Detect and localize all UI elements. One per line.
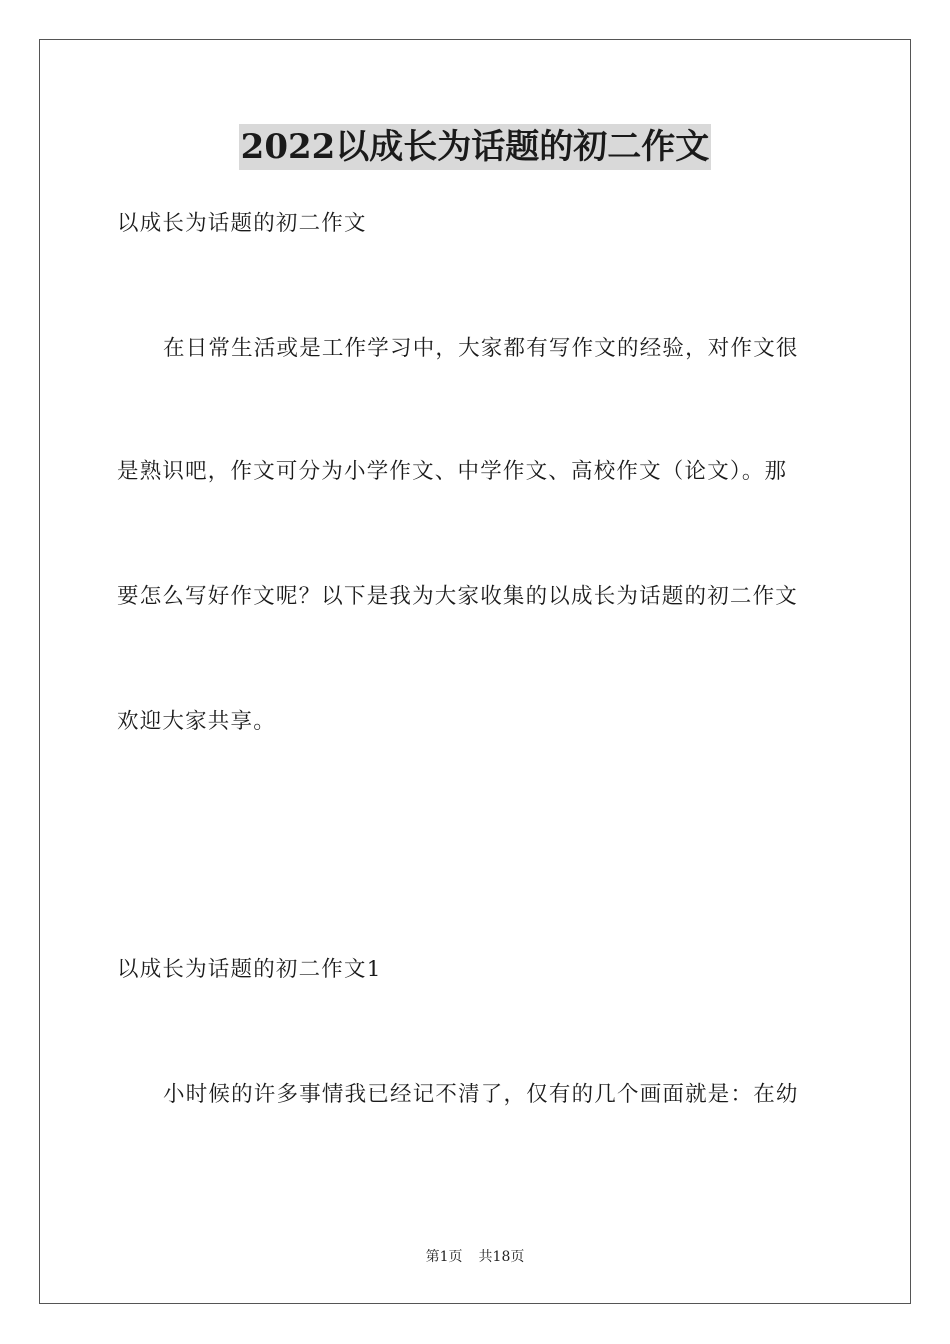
paragraph-line: 在日常生活或是工作学习中，大家都有写作文的经验，对作文很 [163, 336, 799, 361]
section-heading: 以成长为话题的初二作文1 [117, 957, 382, 982]
paragraph-line: 要怎么写好作文呢？以下是我为大家收集的以成长为话题的初二作文 [117, 584, 799, 609]
page-footer [0, 1247, 950, 1267]
document-title-text: 2022以成长为话题的初二作文 [239, 124, 712, 170]
page-number: 第1页 [425, 1249, 463, 1265]
subtitle-line: 以成长为话题的初二作文 [117, 211, 367, 236]
paragraph-line: 是熟识吧，作文可分为小学作文、中学作文、高校作文（论文）。那 [117, 459, 788, 484]
paragraph-line: 欢迎大家共享。 [117, 709, 276, 734]
document-title [0, 124, 950, 170]
page-total: 共18页 [478, 1249, 525, 1265]
paragraph-line: 小时候的许多事情我已经记不清了，仅有的几个画面就是：在幼 [163, 1082, 799, 1107]
